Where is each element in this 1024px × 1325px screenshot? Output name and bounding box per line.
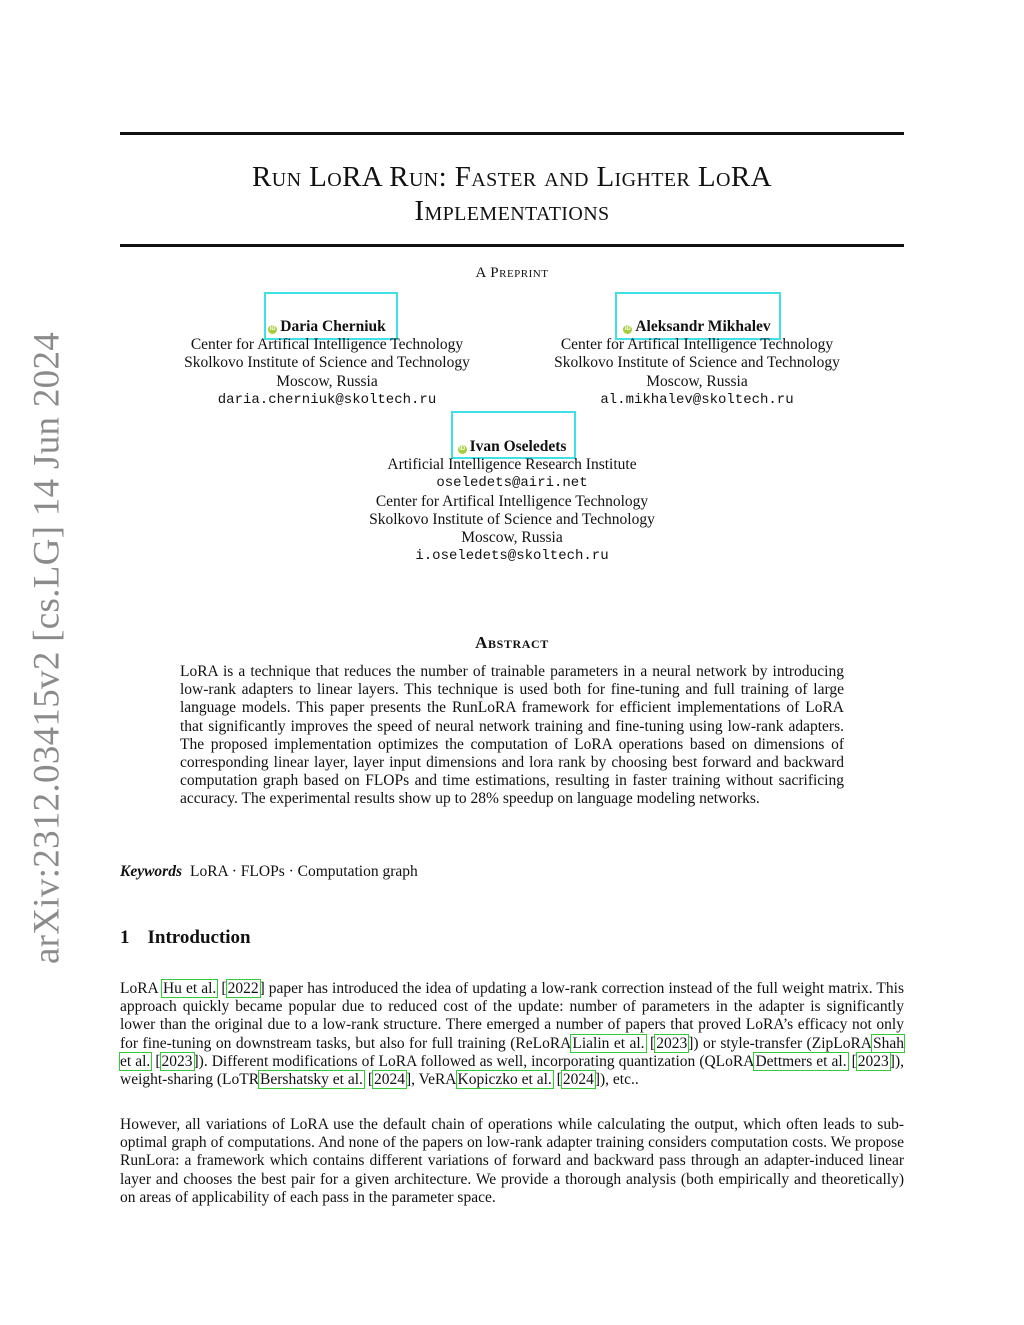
text-run: ] paper has introduced the idea of updating a low-rank correction instead of the full weight matrix. This approach quickly became popular due to reduced cost of the update: number of parameters in the adapter is significantly lower than the original due to a low-rank structure. There emerged a number of papers that proved LoRA’s efficacy not only for fine-tuning on downstream tasks, but also for full training (ReLoRA xyxy=(120,980,904,1052)
author-name[interactable]: Ivan Oseledets xyxy=(469,438,567,455)
author-block-2 xyxy=(530,318,864,409)
author-location: Moscow, Russia xyxy=(646,372,748,390)
title-rule-bottom xyxy=(120,244,904,247)
arxiv-identifier: arXiv:2312.03415v2 [cs.LG] 14 Jun 2024 xyxy=(26,331,68,965)
author-affiliation: Artificial Intelligence Research Institute xyxy=(387,456,637,474)
keywords-label: Keywords xyxy=(120,863,182,880)
section-title: Introduction xyxy=(147,927,251,948)
preprint-label: A Preprint xyxy=(475,265,549,281)
section-number: 1 xyxy=(120,927,130,948)
orcid-icon[interactable]: iD xyxy=(269,326,276,332)
title-line-1: Run LoRA Run: Faster and Lighter LoRA xyxy=(252,161,772,193)
author-affiliation: Center for Artifical Intelligence Technology xyxy=(560,336,834,354)
author-name[interactable]: Daria Cherniuk xyxy=(280,318,386,335)
author-location: Moscow, Russia xyxy=(276,372,378,390)
text-run: LoRA xyxy=(120,980,162,997)
author-block-3 xyxy=(312,438,712,565)
title-line-2: Implementations xyxy=(414,195,610,227)
text-run: [ xyxy=(847,1052,857,1070)
author-name[interactable]: Aleksandr Mikhalev xyxy=(635,318,771,335)
abstract-heading: Abstract xyxy=(475,633,549,652)
citation-year-link[interactable]: 2023 xyxy=(656,1034,688,1052)
text-run: [ xyxy=(552,1071,562,1089)
author-email[interactable]: al.mikhalev@skoltech.ru xyxy=(600,391,794,408)
author-affiliation: Skolkovo Institute of Science and Technology xyxy=(369,510,655,528)
author-email[interactable]: i.oseledets@skoltech.ru xyxy=(415,548,609,565)
text-run: ], VeRA xyxy=(405,1071,457,1089)
keywords xyxy=(120,863,418,881)
author-email[interactable]: daria.cherniuk@skoltech.ru xyxy=(217,391,437,408)
section-heading xyxy=(120,927,251,949)
citation-year-link[interactable]: 2023 xyxy=(857,1052,889,1070)
citation-year-link[interactable]: 2022 xyxy=(227,980,259,997)
citation-link[interactable]: Kopiczko et al. xyxy=(457,1071,552,1089)
orcid-icon[interactable]: iD xyxy=(624,326,631,332)
citation-year-link[interactable]: 2023 xyxy=(161,1052,193,1070)
abstract-text: LoRA is a technique that reduces the number of trainable parameters in a neural network by introducing low-rank adapters to linear layers. This technique is used both for fine-tuning and full training of large language models. This paper presents the RunLoRA framework for efficient implementations of LoRA that significantly improves the speed of neural network training and fine-tuning using low-rank adapters. The proposed implementation optimizes the computation of LoRA operations based on dimensions of corresponding linear layer, layer input dimensions and lora rank by choosing best forward and backward computation graph based on FLOPs and time estimations, resulting in faster training without sacrificing accuracy. The experimental results show up to 28% speedup on language modeling networks. xyxy=(180,663,844,808)
text-run: [ xyxy=(645,1034,656,1052)
orcid-icon[interactable]: iD xyxy=(459,446,466,452)
citation-link[interactable]: Shah et al. xyxy=(120,1034,904,1070)
text-run: [ xyxy=(363,1071,373,1089)
author-affiliation: Center for Artifical Intelligence Technology xyxy=(375,492,649,510)
text-run: [ xyxy=(151,1052,161,1070)
keywords-text: LoRA · FLOPs · Computation graph xyxy=(190,863,418,880)
citation-link[interactable]: Hu et al. xyxy=(162,980,217,997)
title-rule-top xyxy=(120,132,904,135)
citation-year-link[interactable]: 2024 xyxy=(562,1071,594,1089)
intro-paragraph-1 xyxy=(120,980,904,1089)
text-run: ]), weight-sharing (LoTR xyxy=(120,1052,904,1089)
text-run: ]). Different modifications of LoRA followed as well, incorporating quantization (QLoRA xyxy=(193,1052,755,1070)
citation-year-link[interactable]: 2024 xyxy=(373,1071,405,1089)
citation-link[interactable]: Bershatsky et al. xyxy=(260,1071,363,1089)
author-affiliation: Center for Artifical Intelligence Technology xyxy=(190,336,464,354)
text-run: ]), etc.. xyxy=(594,1071,639,1089)
author-location: Moscow, Russia xyxy=(461,529,563,547)
text-run: [ xyxy=(217,980,227,997)
citation-link[interactable]: Lialin et al. xyxy=(572,1034,645,1052)
paper-title xyxy=(120,160,904,228)
text-run: ]) or style-transfer (ZipLoRA xyxy=(688,1034,872,1052)
author-block-1 xyxy=(160,318,494,409)
author-affiliation: Skolkovo Institute of Science and Technology xyxy=(554,354,840,372)
author-affiliation: Skolkovo Institute of Science and Technology xyxy=(184,354,470,372)
author-email[interactable]: oseledets@airi.net xyxy=(436,475,588,492)
citation-link[interactable]: Dettmers et al. xyxy=(755,1052,847,1070)
intro-paragraph-2: However, all variations of LoRA use the default chain of operations while calculating the output, which often leads to sub-optimal graph of computations. And none of the papers on low-rank adapter training considers computation costs. We propose RunLora: a framework which contains different variations of forward and backward pass through an adapter-induced linear layer and chooses the best pair for a given architecture. We provide a thorough analysis (both empirically and theoretically) on areas of applicability of each pass in the parameter space. xyxy=(120,1116,904,1206)
